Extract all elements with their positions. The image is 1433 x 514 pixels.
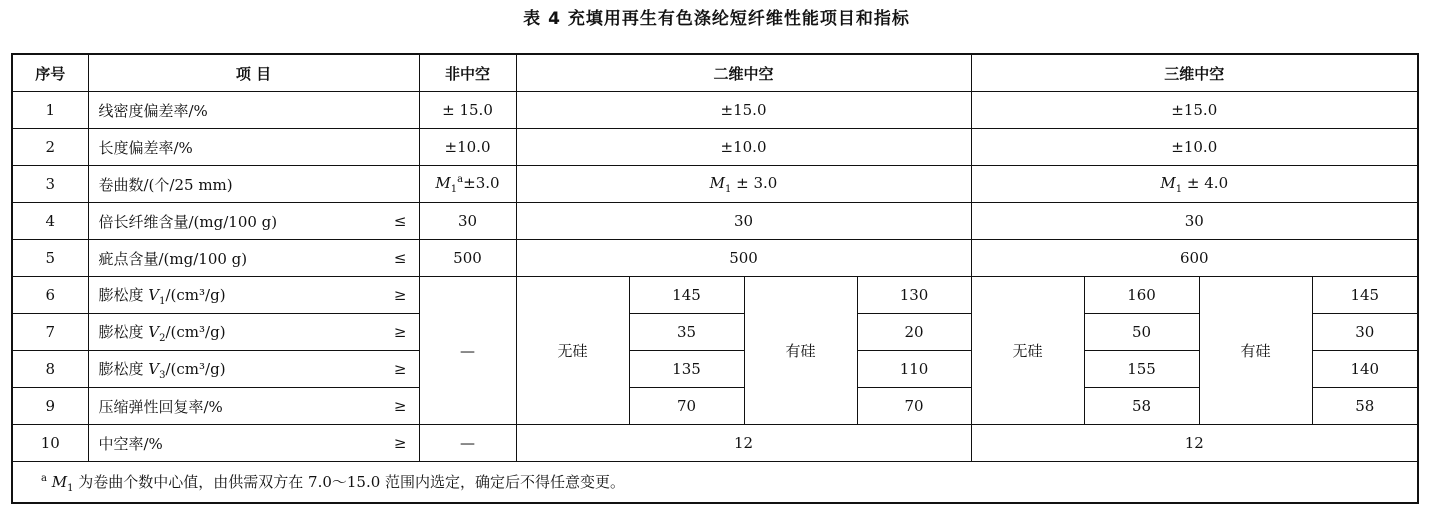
row-item: 中空率/% ≥ (88, 425, 419, 462)
header-row (12, 54, 1418, 92)
cell-3d-silicone: 145 (1312, 277, 1418, 314)
comparison-sign: ≤ (393, 212, 407, 230)
comparison-sign: ≤ (393, 249, 407, 267)
cell-2d-no-silicone: 145 (629, 277, 744, 314)
cell-3d-silicone: 30 (1312, 314, 1418, 351)
cell-2d: ±10.0 (516, 129, 971, 166)
table-row (12, 203, 1418, 240)
row-item: 疵点含量/(mg/100 g) ≤ (88, 240, 419, 277)
cell-2d: 12 (516, 425, 971, 462)
cell-2d-no-silicone: 70 (629, 388, 744, 425)
cell-non-hollow: — (419, 425, 516, 462)
header-2d-hollow: 二维中空 (516, 54, 971, 92)
cell-3d-no-silicone: 160 (1084, 277, 1199, 314)
cell-3d-no-silicone: 58 (1084, 388, 1199, 425)
cell-2d-silicone: 70 (857, 388, 971, 425)
header-item: 项 目 (88, 54, 419, 92)
row-no: 9 (12, 388, 88, 425)
cell-3d-silicone: 58 (1312, 388, 1418, 425)
cell-3d: $M_1 \pm 4.0$ (971, 166, 1418, 203)
row-item: 线密度偏差率/% (88, 92, 419, 129)
cell-non-hollow: 30 (419, 203, 516, 240)
cell-2d: ±15.0 (516, 92, 971, 129)
cell-2d: $M_1 \pm 3.0$ (516, 166, 971, 203)
cell-3d-silicone-label: 有硅 (1199, 277, 1312, 425)
cell-non-hollow-merged: — (419, 277, 516, 425)
table-title: 表 4 充填用再生有色涤纶短纤维性能项目和指标 (523, 9, 910, 29)
cell-2d-silicone: 130 (857, 277, 971, 314)
cell-2d-silicone: 110 (857, 351, 971, 388)
table-row (12, 425, 1418, 462)
cell-3d: ±10.0 (971, 129, 1418, 166)
cell-3d: 30 (971, 203, 1418, 240)
comparison-sign: ≥ (393, 397, 407, 415)
cell-2d: 30 (516, 203, 971, 240)
row-item: 压缩弹性回复率/% ≥ (88, 388, 419, 425)
footnote: $^a$ $M_1$ 为卷曲个数中心值，由供需双方在 7.0～15.0 范围内选定，确定后不得任意变更。 (12, 462, 1418, 504)
row-item: 膨松度 $V_1/(cm^3/g)$ ≥ (88, 277, 419, 314)
row-item: 膨松度 $V_2/(cm^3/g)$ ≥ (88, 314, 419, 351)
cell-3d-no-silicone: 50 (1084, 314, 1199, 351)
row-no: 4 (12, 203, 88, 240)
row-item: 长度偏差率/% (88, 129, 419, 166)
cell-3d: ±15.0 (971, 92, 1418, 129)
cell-2d-silicone: 20 (857, 314, 971, 351)
comparison-sign: ≥ (393, 286, 407, 304)
cell-3d-no-silicone: 155 (1084, 351, 1199, 388)
row-no: 7 (12, 314, 88, 351)
cell-3d-silicone: 140 (1312, 351, 1418, 388)
row-no: 6 (12, 277, 88, 314)
cell-2d-no-silicone: 135 (629, 351, 744, 388)
comparison-sign: ≥ (393, 434, 407, 452)
cell-non-hollow: ±10.0 (419, 129, 516, 166)
header-3d-hollow: 三维中空 (971, 54, 1418, 92)
row-no: 1 (12, 92, 88, 129)
cell-2d-no-silicone-label: 无硅 (516, 277, 629, 425)
row-no: 8 (12, 351, 88, 388)
spec-table (11, 53, 1419, 504)
comparison-sign: ≥ (393, 360, 407, 378)
table-row (12, 129, 1418, 166)
row-no: 2 (12, 129, 88, 166)
header-no: 序号 (12, 54, 88, 92)
cell-non-hollow: $M_1^a\pm 3.0$ (419, 166, 516, 203)
table-row (12, 166, 1418, 203)
cell-3d-no-silicone-label: 无硅 (971, 277, 1084, 425)
table-row (12, 277, 1418, 314)
cell-non-hollow: 500 (419, 240, 516, 277)
row-no: 3 (12, 166, 88, 203)
footnote-row (12, 462, 1418, 504)
cell-3d: 12 (971, 425, 1418, 462)
row-item: 倍长纤维含量/(mg/100 g) ≤ (88, 203, 419, 240)
table-row (12, 240, 1418, 277)
row-no: 5 (12, 240, 88, 277)
table-row (12, 92, 1418, 129)
row-item: 卷曲数/(个/25 mm) (88, 166, 419, 203)
row-item: 膨松度 $V_3/(cm^3/g)$ ≥ (88, 351, 419, 388)
cell-2d: 500 (516, 240, 971, 277)
row-no: 10 (12, 425, 88, 462)
header-non-hollow: 非中空 (419, 54, 516, 92)
comparison-sign: ≥ (393, 323, 407, 341)
cell-2d-silicone-label: 有硅 (744, 277, 857, 425)
cell-non-hollow: ± 15.0 (419, 92, 516, 129)
cell-3d: 600 (971, 240, 1418, 277)
cell-2d-no-silicone: 35 (629, 314, 744, 351)
